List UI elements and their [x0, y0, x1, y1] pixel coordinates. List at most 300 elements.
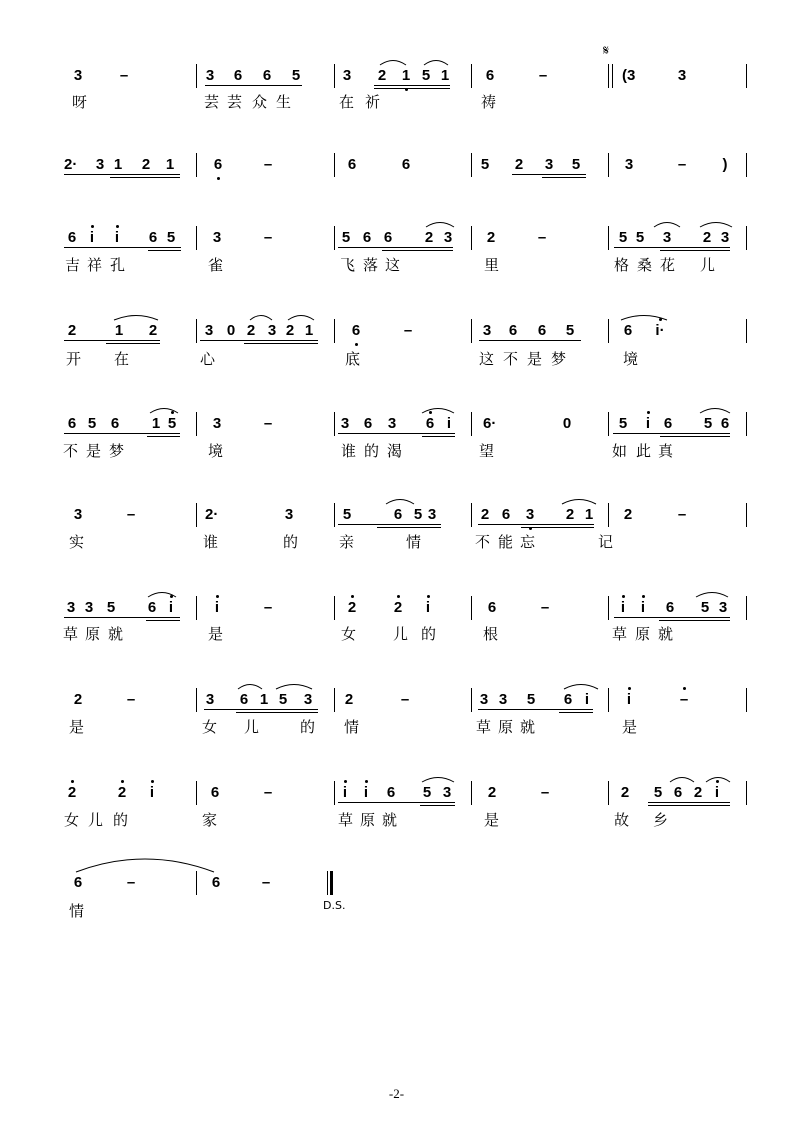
lyric-char: 祥 [87, 256, 103, 274]
jianpu-note: 2 [514, 156, 524, 173]
jianpu-note: 2 [486, 229, 496, 246]
lyric-char: 女 [341, 625, 357, 643]
barline [746, 503, 747, 527]
jianpu-note: 6 [401, 156, 411, 173]
barline [746, 412, 747, 436]
jianpu-note: i [114, 229, 120, 246]
jianpu-note: i [425, 599, 431, 616]
jianpu-note: – [540, 784, 550, 801]
lyric-char: 众 [252, 93, 268, 111]
lyric-char: 的 [421, 625, 437, 643]
jianpu-note: i· [655, 322, 665, 339]
jianpu-note: 5 [342, 506, 352, 523]
lyric-char: 底 [345, 350, 361, 368]
jianpu-note: 5 [87, 415, 97, 432]
jianpu-note: i [584, 691, 590, 708]
jianpu-note: 3 [442, 784, 452, 801]
page-number: -2- [388, 1086, 405, 1101]
duration-underline [422, 436, 455, 437]
duration-underline [613, 433, 730, 434]
octave-dot-high [91, 225, 94, 228]
jianpu-note: – [126, 691, 136, 708]
jianpu-note: 6 [673, 784, 683, 801]
lyric-char: 情 [69, 902, 85, 920]
lyric-char: 这 [479, 350, 495, 368]
lyric-char: 实 [69, 533, 85, 551]
barline [746, 153, 747, 177]
jianpu-note: 3 [662, 229, 672, 246]
lyric-char: 是 [69, 718, 85, 736]
jianpu-note: 6 [508, 322, 518, 339]
duration-underline [338, 433, 455, 434]
jianpu-note: 2 [347, 599, 357, 616]
jianpu-note: 6 [148, 229, 158, 246]
jianpu-note: 5 [341, 229, 351, 246]
jianpu-note: 5 [653, 784, 663, 801]
jianpu-note: 3 [718, 599, 728, 616]
octave-dot-low [355, 343, 358, 346]
barline [196, 503, 197, 527]
duration-underline [148, 250, 181, 251]
octave-dot-high [116, 225, 119, 228]
jianpu-note: 2 [487, 784, 497, 801]
jianpu-note: i [89, 229, 95, 246]
jianpu-note: 6 [233, 67, 243, 84]
jianpu-note: 5 [571, 156, 581, 173]
octave-dot-high [121, 780, 124, 783]
jianpu-note: 5 [291, 67, 301, 84]
jianpu-note: 3 [267, 322, 277, 339]
octave-dot-high [628, 687, 631, 690]
lyric-char: 是 [527, 350, 543, 368]
lyric-char: 孔 [110, 256, 126, 274]
jianpu-note: 2 [424, 229, 434, 246]
octave-dot-high [622, 595, 625, 598]
barline [608, 781, 609, 805]
barline [471, 412, 472, 436]
lyric-char: 不 [63, 442, 79, 460]
octave-dot-high [170, 595, 173, 598]
jianpu-note: – [400, 691, 410, 708]
lyric-char: 此 [636, 442, 652, 460]
duration-underline [479, 340, 581, 341]
jianpu-note: 2· [205, 506, 219, 523]
lyric-char: 境 [623, 350, 639, 368]
barline [196, 596, 197, 620]
jianpu-note: 1 [114, 322, 124, 339]
jianpu-note: 6 [425, 415, 435, 432]
octave-dot-high [71, 780, 74, 783]
jianpu-note: 6 [239, 691, 249, 708]
jianpu-note: 3 [443, 229, 453, 246]
jianpu-note: 5 [421, 67, 431, 84]
jianpu-note: 3 [212, 229, 222, 246]
lyric-char: 祷 [481, 93, 497, 111]
lyric-char: 渴 [387, 442, 403, 460]
jianpu-note: 3 [342, 67, 352, 84]
barline [746, 596, 747, 620]
jianpu-note: 6 [362, 229, 372, 246]
duration-underline [660, 250, 730, 251]
barline [196, 412, 197, 436]
jianpu-note: 1 [584, 506, 594, 523]
octave-dot-high [171, 411, 174, 414]
lyric-char: 花 [660, 256, 676, 274]
jianpu-note: 6 [110, 415, 120, 432]
barline [196, 64, 197, 88]
jianpu-note: 5 [106, 599, 116, 616]
duration-underline [614, 617, 730, 618]
jianpu-note: 3 [427, 506, 437, 523]
lyric-char: 就 [108, 625, 124, 643]
octave-dot-high [647, 411, 650, 414]
barline [334, 503, 335, 527]
jianpu-note: 6 [487, 599, 497, 616]
jianpu-note: 2 [117, 784, 127, 801]
jianpu-note: 6 [213, 156, 223, 173]
jianpu-note: 2 [344, 691, 354, 708]
jianpu-note: 3 [66, 599, 76, 616]
lyric-char: 儿 [244, 718, 260, 736]
jianpu-note: 3 [73, 506, 83, 523]
barline [746, 688, 747, 712]
jianpu-note: 5 [635, 229, 645, 246]
jianpu-note: 2 [67, 322, 77, 339]
lyric-char: 就 [520, 718, 536, 736]
jianpu-note: – [677, 156, 687, 173]
barline [196, 781, 197, 805]
lyric-char: 是 [86, 442, 102, 460]
jianpu-note: – [261, 874, 271, 891]
lyric-char: 是 [484, 811, 500, 829]
lyric-char: 里 [484, 256, 500, 274]
jianpu-note: 5 [526, 691, 536, 708]
barline [608, 596, 609, 620]
lyric-char: 在 [339, 93, 355, 111]
lyric-char: 芸 [204, 93, 220, 111]
jianpu-note: – [263, 599, 273, 616]
lyric-char: 心 [200, 350, 216, 368]
jianpu-note: 3 [482, 322, 492, 339]
barline [608, 64, 609, 88]
lyric-char: 根 [483, 625, 499, 643]
jianpu-note: 5 [618, 415, 628, 432]
barline [334, 226, 335, 250]
jianpu-note: – [677, 506, 687, 523]
lyric-char: 情 [344, 718, 360, 736]
jianpu-note: 3 [212, 415, 222, 432]
duration-underline [648, 802, 730, 803]
barline [746, 64, 747, 88]
lyric-char: 儿 [393, 625, 409, 643]
jianpu-note: – [119, 67, 129, 84]
jianpu-note: 1 [440, 67, 450, 84]
jianpu-note: 5 [700, 599, 710, 616]
lyric-char: 芸 [227, 93, 243, 111]
jianpu-note: i [620, 599, 626, 616]
barline [334, 64, 335, 88]
barline [746, 781, 747, 805]
jianpu-note: 2 [565, 506, 575, 523]
lyric-char: 在 [114, 350, 130, 368]
barline [334, 781, 335, 805]
duration-underline [420, 805, 455, 806]
jianpu-note: 3 [340, 415, 350, 432]
barline [471, 688, 472, 712]
lyric-char: 不 [503, 350, 519, 368]
jianpu-note: – [537, 229, 547, 246]
lyric-char: 的 [283, 533, 299, 551]
jianpu-note: 6 [383, 229, 393, 246]
duration-underline [478, 709, 593, 710]
jianpu-note: i [645, 415, 651, 432]
lyric-char: 雀 [208, 256, 224, 274]
lyric-char: 家 [202, 811, 218, 829]
jianpu-note: 3 [205, 67, 215, 84]
duration-underline [146, 620, 180, 621]
barline [471, 64, 472, 88]
jianpu-note: i [149, 784, 155, 801]
octave-dot-high [351, 595, 354, 598]
jianpu-note: – [679, 691, 689, 708]
duration-underline [205, 85, 302, 86]
jianpu-note: 3 [204, 322, 214, 339]
duration-underline [382, 250, 453, 251]
octave-dot-high [683, 687, 686, 690]
lyric-char: 是 [208, 625, 224, 643]
duration-underline [512, 174, 586, 175]
jianpu-note: 6 [347, 156, 357, 173]
lyric-char: 原 [360, 811, 376, 829]
jianpu-note: 3 [303, 691, 313, 708]
jianpu-note: 6 [73, 874, 83, 891]
lyric-char: 的 [300, 718, 316, 736]
lyric-char: 谁 [203, 533, 219, 551]
jianpu-note: 5 [422, 784, 432, 801]
duration-underline [110, 177, 180, 178]
lyric-char: 草 [63, 625, 79, 643]
duration-underline [614, 247, 730, 248]
jianpu-note: 3 [73, 67, 83, 84]
duration-underline [338, 247, 453, 248]
lyric-char: 真 [658, 442, 674, 460]
octave-dot-high [642, 595, 645, 598]
jianpu-note: i [640, 599, 646, 616]
duration-underline [106, 343, 160, 344]
jianpu-note: 3 [479, 691, 489, 708]
jianpu-note: 3 [544, 156, 554, 173]
duration-underline [64, 340, 160, 341]
jianpu-note: 1 [401, 67, 411, 84]
jianpu-note: 2 [67, 784, 77, 801]
barline [334, 319, 335, 343]
lyric-char: 故 [614, 811, 630, 829]
jianpu-note: 6 [147, 599, 157, 616]
jianpu-note: 1 [165, 156, 175, 173]
jianpu-note: 5 [480, 156, 490, 173]
lyric-char: 情 [406, 533, 422, 551]
jianpu-note: 6 [485, 67, 495, 84]
barline [196, 226, 197, 250]
lyric-char: 原 [635, 625, 651, 643]
jianpu-note: 2 [702, 229, 712, 246]
jianpu-note: – [126, 506, 136, 523]
octave-dot-low [529, 527, 532, 530]
octave-dot-high [716, 780, 719, 783]
jianpu-note: 2 [480, 506, 490, 523]
lyric-char: 谁 [341, 442, 357, 460]
barline [334, 688, 335, 712]
duration-underline [64, 174, 180, 175]
duration-underline [559, 712, 593, 713]
final-barline-thin [327, 871, 328, 895]
duration-underline [204, 709, 318, 710]
octave-dot-high [397, 595, 400, 598]
jianpu-note: i [168, 599, 174, 616]
barline [608, 503, 609, 527]
lyric-char: 这 [385, 256, 401, 274]
jianpu-note: 6 [720, 415, 730, 432]
jianpu-note: 6 [537, 322, 547, 339]
jianpu-note: 2 [73, 691, 83, 708]
duration-underline [542, 177, 586, 178]
jianpu-note: ) [722, 156, 728, 173]
jianpu-note: – [403, 322, 413, 339]
jianpu-note: 3 [387, 415, 397, 432]
barline [334, 596, 335, 620]
jianpu-note: 5 [703, 415, 713, 432]
barline [334, 412, 335, 436]
octave-dot-high [344, 780, 347, 783]
barline [746, 226, 747, 250]
barline [608, 226, 609, 250]
final-barline-thick [330, 871, 333, 895]
lyric-char: 女 [202, 718, 218, 736]
lyric-char: 格 [614, 256, 630, 274]
jianpu-note: 2 [623, 506, 633, 523]
lyric-char: 桑 [637, 256, 653, 274]
jianpu-note: 6 [386, 784, 396, 801]
duration-underline [64, 617, 180, 618]
jianpu-note: 3 [720, 229, 730, 246]
jianpu-note: 3 [525, 506, 535, 523]
jianpu-note: 0 [562, 415, 572, 432]
lyric-char: 就 [658, 625, 674, 643]
lyric-char: 落 [363, 256, 379, 274]
barline [196, 688, 197, 712]
octave-dot-high [216, 595, 219, 598]
jianpu-note: i [214, 599, 220, 616]
jianpu-note: 1 [259, 691, 269, 708]
jianpu-note: – [263, 156, 273, 173]
jianpu-note: 3 [84, 599, 94, 616]
jianpu-note: – [263, 784, 273, 801]
lyric-char: 记 [598, 533, 614, 551]
jianpu-note: 6 [67, 229, 77, 246]
jianpu-note: 6 [393, 506, 403, 523]
lyric-char: 如 [612, 442, 628, 460]
barline [471, 781, 472, 805]
jianpu-note: 6· [483, 415, 497, 432]
lyric-char: 女 [64, 811, 80, 829]
lyric-char: 的 [113, 811, 129, 829]
jianpu-note: 6 [663, 415, 673, 432]
jianpu-note: 3 [498, 691, 508, 708]
jianpu-note: – [540, 599, 550, 616]
jianpu-note: 6 [563, 691, 573, 708]
lyric-char: 儿 [88, 811, 104, 829]
jianpu-note: 5 [413, 506, 423, 523]
duration-underline [244, 343, 318, 344]
jianpu-note: 2 [377, 67, 387, 84]
duration-underline [147, 436, 180, 437]
jianpu-note: – [263, 415, 273, 432]
barline [196, 319, 197, 343]
lyric-char: 梦 [109, 442, 125, 460]
jianpu-note: – [126, 874, 136, 891]
duration-underline [64, 433, 180, 434]
jianpu-note: 6 [262, 67, 272, 84]
jianpu-note: 3 [677, 67, 687, 84]
barline [334, 153, 335, 177]
jianpu-note: 6 [67, 415, 77, 432]
jianpu-note: 1 [151, 415, 161, 432]
barline [608, 412, 609, 436]
jianpu-note: 1 [113, 156, 123, 173]
barline [612, 64, 613, 88]
jianpu-note: 2 [693, 784, 703, 801]
lyric-char: 就 [382, 811, 398, 829]
lyric-char: 吉 [65, 256, 81, 274]
duration-underline [660, 436, 730, 437]
jianpu-note: 2 [246, 322, 256, 339]
lyric-char: 梦 [551, 350, 567, 368]
jianpu-note: 6 [665, 599, 675, 616]
jianpu-note: 5 [618, 229, 628, 246]
jianpu-note: – [263, 229, 273, 246]
jianpu-note: 6 [211, 874, 221, 891]
jianpu-note: 2 [620, 784, 630, 801]
jianpu-note: 2 [141, 156, 151, 173]
segno-sign: 𝄋 [603, 43, 610, 59]
jianpu-note: 2 [285, 322, 295, 339]
jianpu-note: 5 [565, 322, 575, 339]
lyric-char: 祈 [365, 93, 381, 111]
lyric-char: 呀 [72, 93, 88, 111]
barline [471, 153, 472, 177]
lyric-char: 草 [612, 625, 628, 643]
jianpu-note: 6 [210, 784, 220, 801]
jianpu-note: 2 [148, 322, 158, 339]
lyric-char: 草 [338, 811, 354, 829]
jianpu-note: 2· [64, 156, 78, 173]
barline [196, 871, 197, 895]
barline [471, 226, 472, 250]
lyric-char: 的 [364, 442, 380, 460]
lyric-char: 草 [476, 718, 492, 736]
duration-underline [338, 802, 455, 803]
lyric-char: 能 [498, 533, 514, 551]
octave-dot-high [429, 411, 432, 414]
jianpu-note: 3 [624, 156, 634, 173]
jianpu-note: 1 [304, 322, 314, 339]
lyric-char: 乡 [653, 811, 669, 829]
duration-underline [338, 524, 441, 525]
barline [608, 688, 609, 712]
jianpu-note: 5 [278, 691, 288, 708]
jianpu-note: (3 [622, 67, 636, 84]
barline [196, 153, 197, 177]
